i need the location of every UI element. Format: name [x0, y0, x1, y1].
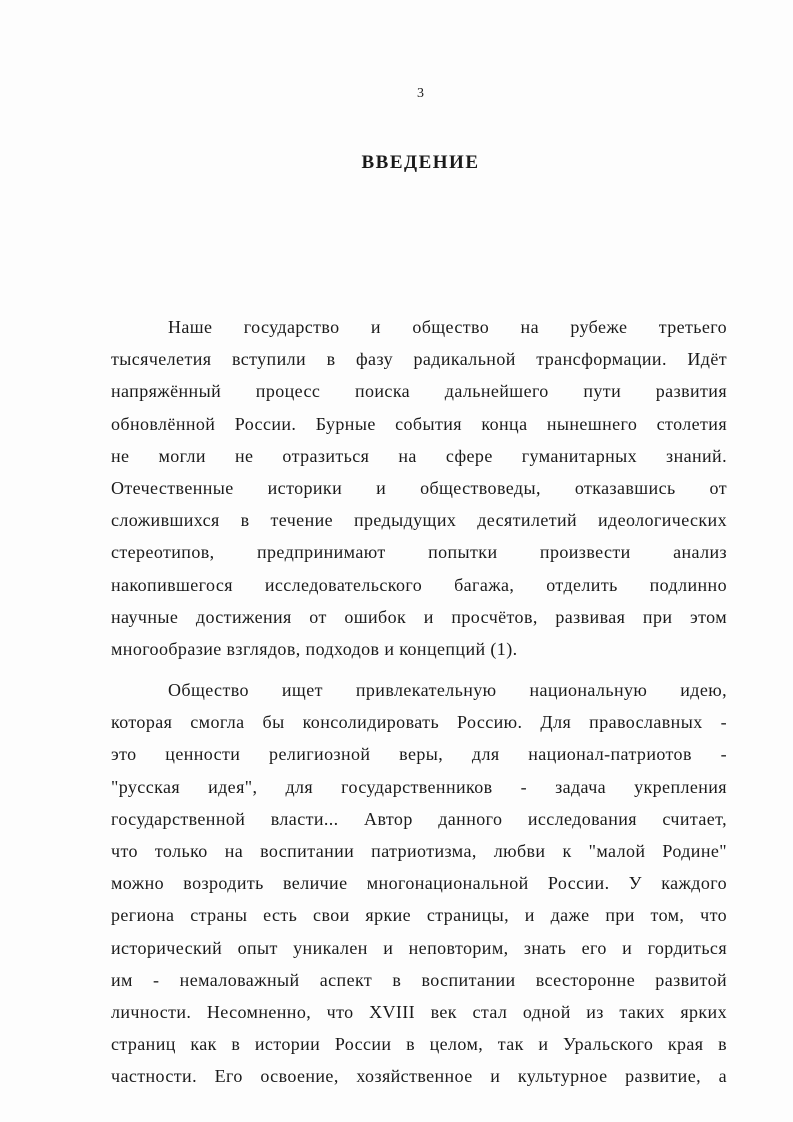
text-line: не могли не отразиться на сфере гуманитарных знаний. — [111, 445, 727, 466]
text-line: можно возродить величие многонациональной России. У каждого — [111, 873, 727, 894]
text-line: исторический опыт уникален и неповторим, знать его и гордиться — [111, 937, 727, 958]
text-line: им - немаловажный аспект в воспитании всесторонне развитой — [111, 969, 727, 990]
text-line: которая смогла бы консолидировать Россию. Для православных - — [111, 712, 727, 733]
paragraph-1 — [111, 311, 727, 665]
text-line: "русская идея", для государственников - задача укрепления — [111, 776, 727, 797]
text-line: это ценности религиозной веры, для национал-патриотов - — [111, 744, 727, 765]
text-line: стереотипов, предпринимают попытки произвести анализ — [111, 542, 727, 563]
section-heading: ВВЕДЕНИЕ — [361, 152, 480, 173]
text-line: напряжённый процесс поиска дальнейшего пути развития — [111, 381, 727, 402]
text-line: накопившегося исследовательского багажа, отделить подлинно — [111, 574, 727, 595]
page-number: 3 — [417, 86, 424, 101]
text-line: Наше государство и общество на рубеже третьего — [168, 317, 727, 337]
text-line: личности. Несомненно, что XVIII век стал одной из таких ярких — [111, 1001, 727, 1022]
text-line: сложившихся в течение предыдущих десятилетий идеологических — [111, 510, 727, 531]
text-line: обновлённой России. Бурные события конца нынешнего столетия — [111, 413, 727, 434]
text-line: страниц как в истории России в целом, так и Уральского края в — [111, 1034, 727, 1055]
text-line: научные достижения от ошибок и просчётов, развивая при этом — [111, 606, 727, 627]
paragraph-2 — [111, 674, 727, 1092]
text-line: тысячелетия вступили в фазу радикальной трансформации. Идёт — [111, 349, 727, 370]
text-line: Общество ищет привлекательную национальную идею, — [168, 680, 727, 700]
text-line: Отечественные историки и обществоведы, отказавшись от — [111, 477, 727, 498]
text-line: государственной власти... Автор данного исследования считает, — [111, 808, 727, 829]
text-line: что только на воспитании патриотизма, любви к "малой Родине" — [111, 840, 727, 861]
text-line: частности. Его освоение, хозяйственное и культурное развитие, а — [111, 1066, 727, 1087]
text-line: региона страны есть свои яркие страницы, и даже при том, что — [111, 905, 727, 926]
text-line: многообразие взглядов, подходов и концепций (1). — [111, 638, 518, 659]
